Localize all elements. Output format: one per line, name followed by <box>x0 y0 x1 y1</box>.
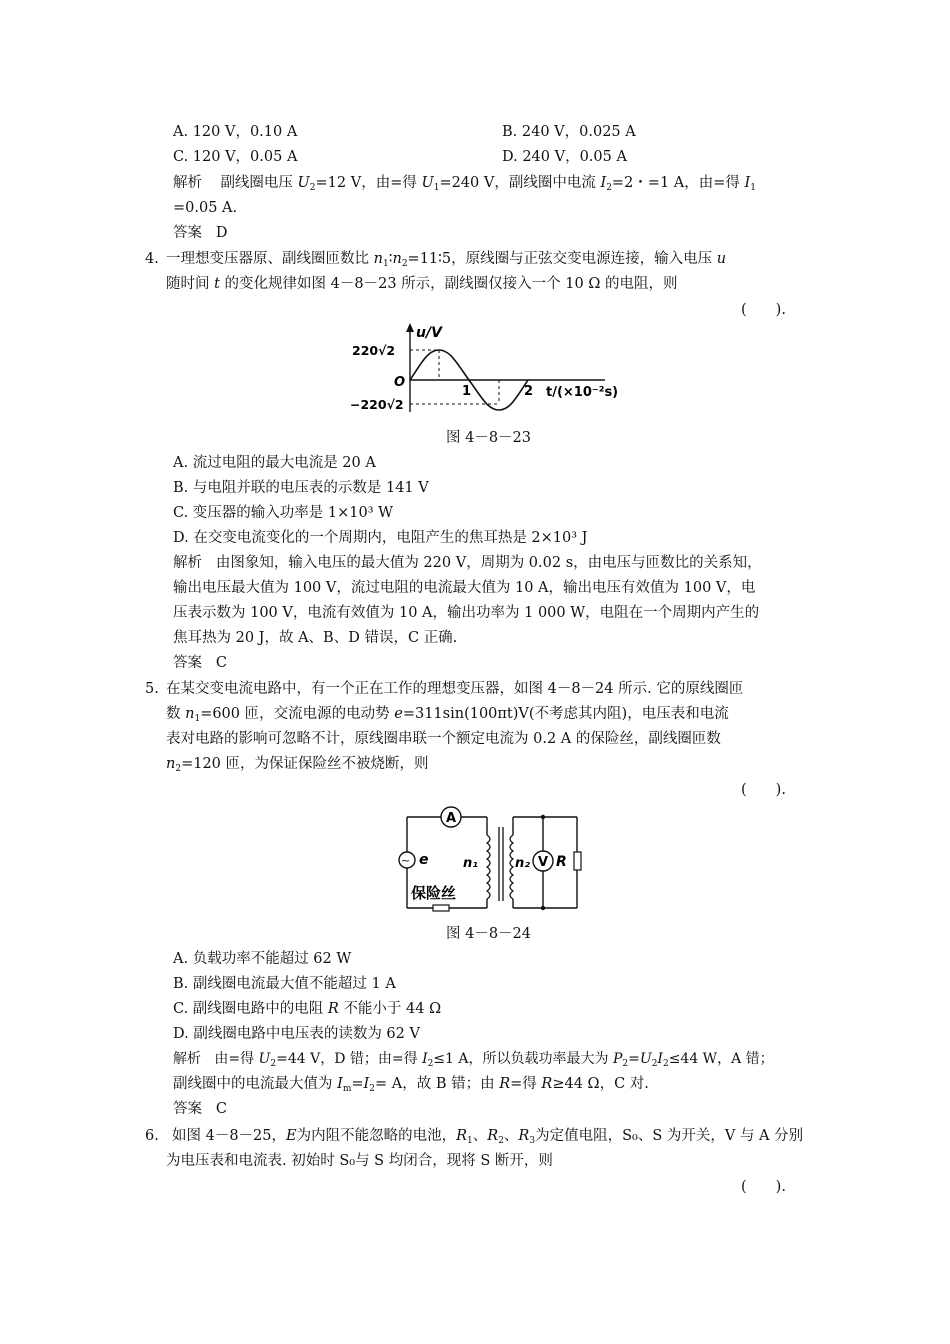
resistor-label: R <box>556 854 567 870</box>
y-min-label: −220√2 <box>350 397 404 412</box>
q5-option-b: B. 副线圈电流最大值不能超过 1 A <box>173 976 396 992</box>
sine-wave-figure <box>350 320 630 422</box>
q4-number: 4. <box>145 251 159 267</box>
q6-answer-bracket: ( ). <box>741 1179 786 1195</box>
q5-stem-line1: 在某交变电流电路中，有一个正在工作的理想变压器，如图 4－8－24 所示. 它的原线圈匝 <box>166 681 744 697</box>
option-b: B. 240 V，0.025 A <box>502 124 636 140</box>
q4-analysis-3: 压表示数为 100 V，电流有效值为 10 A，输出功率为 1 000 W，电阻在一个周期内产生的 <box>173 605 760 621</box>
q5-option-d: D. 副线圈电路中电压表的读数为 62 V <box>173 1026 420 1042</box>
n2-label: n₂ <box>515 856 530 871</box>
q4-analysis-4: 焦耳热为 20 J，故 A、B、D 错误，C 正确. <box>173 630 458 646</box>
prev-analysis: 解析 副线圈电压 $U_2=12$ V，由=得 $U_1=240$ V，副线圈中电流 $I_2=2$・=1 A，由=得 $I_1$ <box>173 175 756 193</box>
q4-option-d: D. 在交变电流变化的一个周期内，电阻产生的焦耳热是 2×10³ J <box>173 530 588 546</box>
q5-analysis-1: 解析 由=得 $U_2=44$ V，D 错；由=得 $I_2\le 1$ A，所以负载功率最大为 $P_2=U_2I_2\le 44$ W，A 错； <box>173 1051 774 1069</box>
q6-stem-line1: 如图 4－8－25，E为内阻不能忽略的电池，$R_1$、$R_2$、$R_3$为定值电阻，S₀、S 为开关，V 与 A 分别 <box>172 1128 804 1146</box>
q4-answer: 答案 C <box>173 655 227 671</box>
q4-analysis-2: 输出电压最大值为 100 V，流过电阻的电流最大值为 10 A，输出电压有效值为 100 V，电 <box>173 580 756 596</box>
circuit-figure <box>395 805 585 915</box>
q5-stem-line2: 数 $n_1=600$ 匝，交流电源的电动势 e=311sin(100πt)V(不考虑其内阻)，电压表和电流 <box>166 706 729 724</box>
q4-option-b: B. 与电阻并联的电压表的示数是 141 V <box>173 480 429 496</box>
y-max-label: 220√2 <box>352 343 396 358</box>
resistor-icon <box>574 852 581 870</box>
ammeter-label: A <box>446 811 457 826</box>
q5-answer-bracket: ( ). <box>741 782 786 798</box>
origin-label: O <box>394 375 406 390</box>
fuse-label: 保险丝 <box>411 884 457 902</box>
prev-answer: 答案 D <box>173 225 228 241</box>
q6-number: 6. <box>145 1128 159 1144</box>
q4-stem-line2: 随时间 t 的变化规律如图 4－8－23 所示，副线圈仅接入一个 10 Ω 的电阻，则 <box>166 276 678 292</box>
q4-answer-bracket: ( ). <box>741 302 786 318</box>
option-a: A. 120 V，0.10 A <box>173 124 298 140</box>
q5-option-a: A. 负载功率不能超过 62 W <box>173 951 352 967</box>
q4-analysis-1: 解析 由图象知，输入电压的最大值为 220 V，周期为 0.02 s，由电压与匝数比的关系知， <box>173 555 762 571</box>
prev-analysis-cont: =0.05 A. <box>173 200 238 216</box>
q4-option-a: A. 流过电阻的最大电流是 20 A <box>173 455 376 471</box>
n1-label: n₁ <box>463 856 478 871</box>
q6-stem-line2: 为电压表和电流表. 初始时 S₀与 S 均闭合，现将 S 断开，则 <box>166 1153 553 1169</box>
option-c: C. 120 V，0.05 A <box>173 149 298 165</box>
q5-stem-line4: $n_2=120$ 匝，为保证保险丝不被烧断，则 <box>166 756 429 774</box>
svg-text:~: ~ <box>401 854 411 867</box>
voltmeter-label: V <box>538 855 549 870</box>
option-d: D. 240 V，0.05 A <box>502 149 627 165</box>
x-tick-1: 1 <box>462 384 472 399</box>
q4-option-c: C. 变压器的输入功率是 1×10³ W <box>173 505 394 521</box>
q5-stem-line3: 表对电路的影响可忽略不计，原线圈串联一个额定电流为 0.2 A 的保险丝，副线圈匝数 <box>166 731 721 747</box>
q5-option-c: C. 副线圈电路中的电阻 R 不能小于 44 Ω <box>173 1001 442 1017</box>
q5-analysis-2: 副线圈中的电流最大值为 $I_m=I_2= A$，故 B 错；由 R=得 R≥44 Ω，C 对. <box>173 1076 649 1094</box>
fuse-icon <box>433 905 449 911</box>
q5-figure-caption: 图 4－8－24 <box>446 926 532 942</box>
q4-stem-line1: 一理想变压器原、副线圈匝数比 $n_1∶n_2=11∶5$，原线圈与正弦交变电源连接，输入电压 u <box>166 251 727 269</box>
q5-number: 5. <box>145 681 159 697</box>
y-axis-label: u/V <box>416 325 442 341</box>
x-tick-2: 2 <box>524 384 534 399</box>
x-axis-label: t/(×10⁻²s) <box>546 385 619 400</box>
q4-figure-caption: 图 4－8－23 <box>446 430 532 446</box>
source-label: e <box>419 852 429 868</box>
q5-answer: 答案 C <box>173 1101 227 1117</box>
